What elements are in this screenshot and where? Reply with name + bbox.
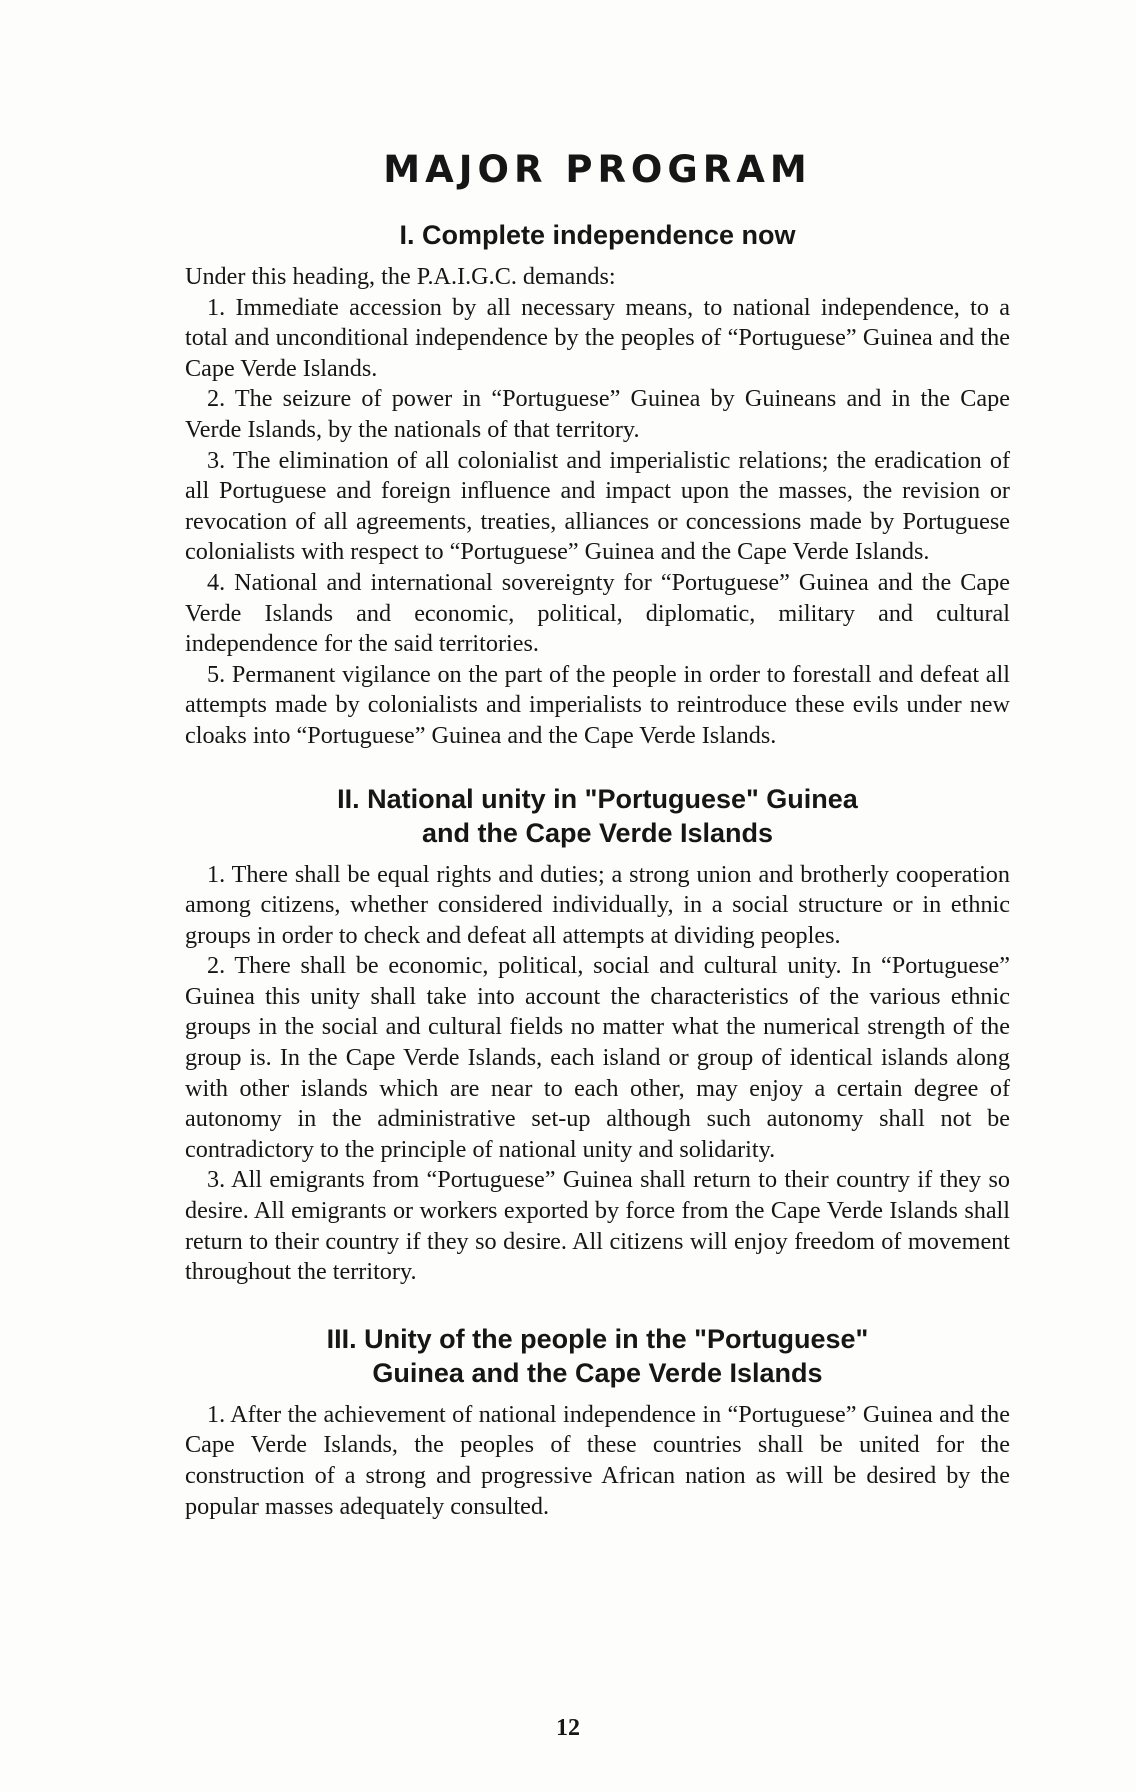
section-heading-line: I. Complete independence now [399, 220, 796, 250]
list-item: 3. All emigrants from “Portuguese” Guinea shall return to their country if they so desire. All emigrants or workers exported by force from the Cape Verde Islands shall return to their country if they so desire. All citizens will enjoy freedom of movement throughout the territory. [185, 1166, 1010, 1286]
section-heading [185, 782, 1010, 850]
list-item: 5. Permanent vigilance on the part of the people in order to forestall and defeat all attempts made by colonialists and imperialists to reintroduce these evils under new cloaks into “Portuguese” Guinea and the Cape Verde Islands. [185, 660, 1010, 749]
list-item: 2. There shall be economic, political, social and cultural unity. In “Portuguese” Guinea this unity shall take into account the characteristics of the various ethnic groups in the social and cultural fields no matter what the numerical strength of the group is. In the Cape Verde Islands, each island or group of identical islands along with other islands which are near to each other, may enjoy a certain degree of autonomy in the administrative set-up although such autonomy shall not be contradictory to the principle of national unity and solidarity. [185, 952, 1010, 1163]
section-intro: Under this heading, the P.A.I.G.C. demands: [185, 263, 616, 290]
page-title: MAJOR PROGRAM [383, 148, 812, 191]
list-item: 1. After the achievement of national independence in “Portuguese” Guinea and the Cape Verde Islands, the peoples of these countries shall be united for the construction of a strong and progressive African nation as will be desired by the popular masses adequately consulted. [185, 1400, 1010, 1520]
section-complete-independence [185, 218, 1010, 752]
list-item: 3. The elimination of all colonialist and imperialistic relations; the eradication of all Portuguese and foreign influence and impact upon the masses, the revision or revocation of all agreements, treaties, alliances or concessions made by Portuguese colonialists with respect to “Portuguese” Guinea and the Cape Verde Islands. [185, 446, 1010, 566]
list-item: 2. The seizure of power in “Portuguese” Guinea by Guineans and in the Cape Verde Islands, by the nationals of that territory. [185, 385, 1010, 443]
section-heading-line: III. Unity of the people in the "Portuguese" [326, 1323, 869, 1354]
section-national-unity [185, 782, 1010, 1288]
list-item: 1. Immediate accession by all necessary means, to national independence, to a total and unconditional independence by the peoples of “Portuguese” Guinea and the Cape Verde Islands. [185, 293, 1010, 382]
text-column [185, 148, 1010, 1546]
section-heading-line: II. National unity in "Portuguese" Guinea [337, 783, 858, 814]
page-number: 12 [556, 1715, 580, 1741]
section-heading [185, 1322, 1010, 1390]
section-heading-line: and the Cape Verde Islands [421, 817, 774, 848]
list-item: 4. National and international sovereignty for “Portuguese” Guinea and the Cape Verde Islands and economic, political, diplomatic, military and cultural independence for the said territories. [185, 568, 1010, 658]
section-unity-of-people [185, 1322, 1010, 1522]
section-heading-line: Guinea and the Cape Verde Islands [372, 1357, 823, 1388]
section-heading [185, 218, 1010, 252]
list-item: 1. There shall be equal rights and duties; a strong union and brotherly cooperation among citizens, whether considered individually, in a social structure or in ethnic groups in order to check and defeat all attempts at dividing peoples. [185, 860, 1010, 949]
